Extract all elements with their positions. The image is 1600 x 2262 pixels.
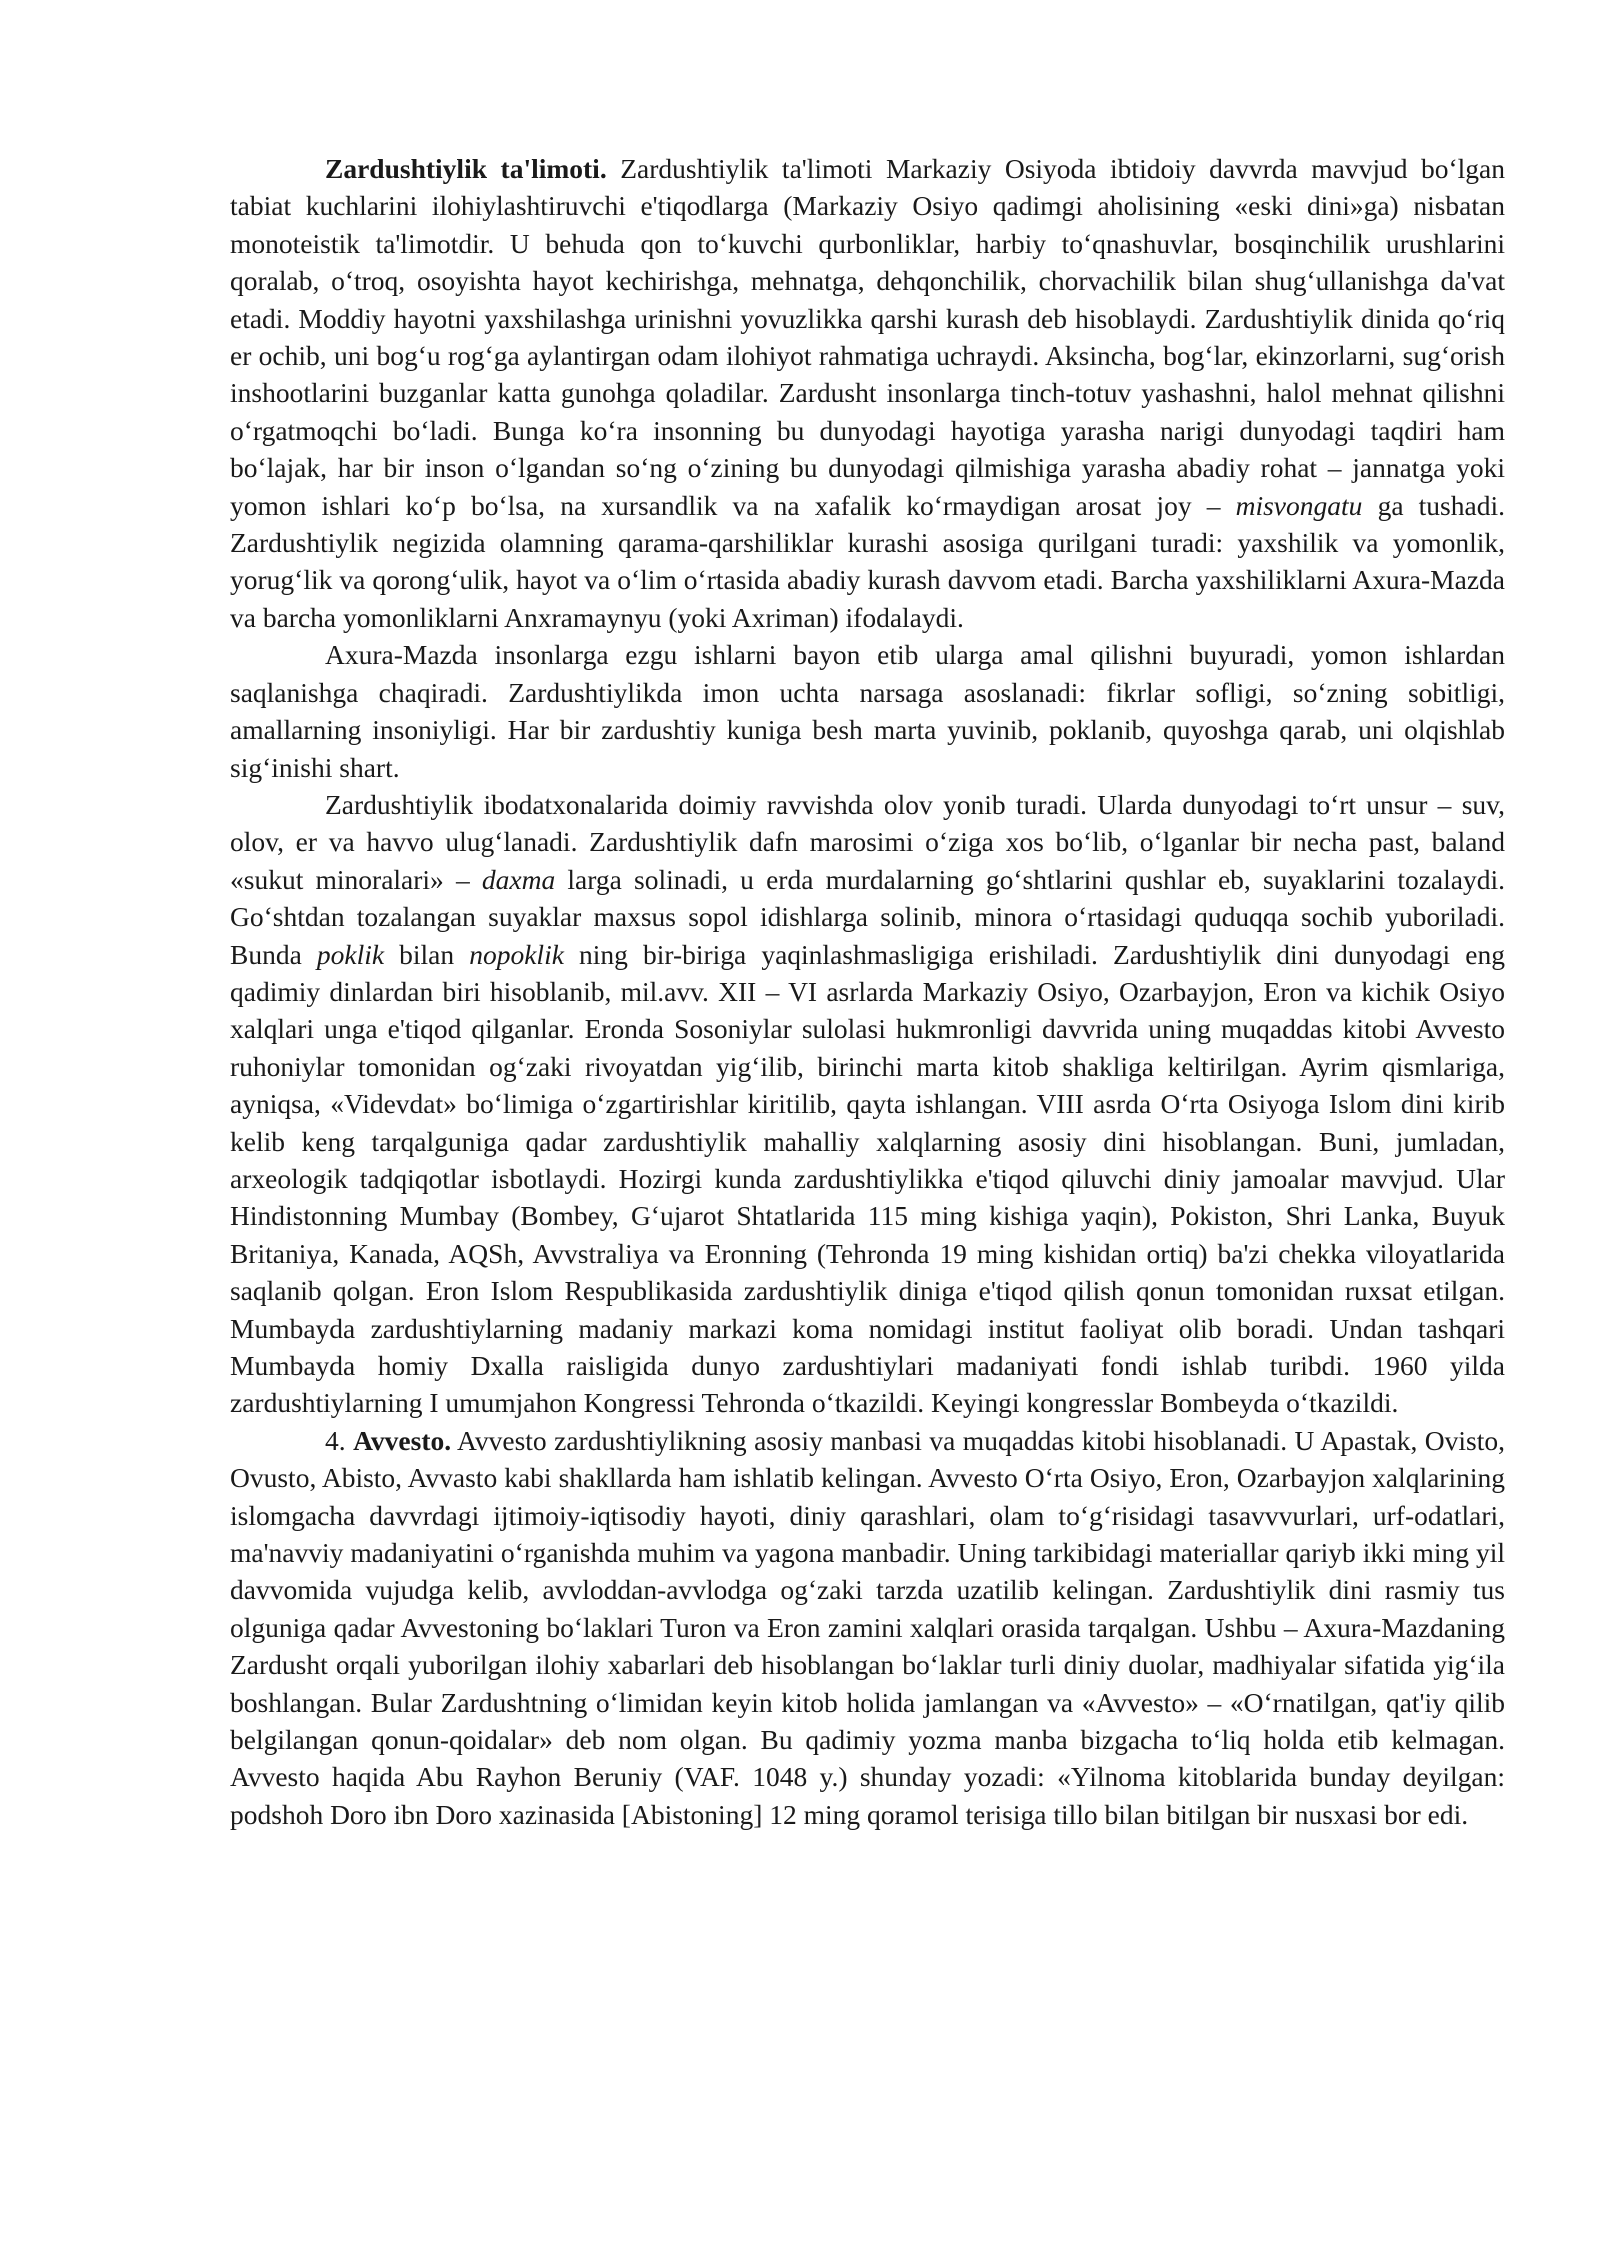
section-heading: Avvesto. — [353, 1424, 452, 1456]
italic-term: daxma — [481, 863, 556, 895]
paragraph-axura-mazda — [230, 636, 1505, 786]
paragraph-text: larga solinadi, u erda murdalarning go‘shtlarini qushlar eb, suyaklarini tozalaydi. Go‘shtdan tozalangan suyaklar maxsus sopol idishlarga solinib, minora o‘rtasidagi quduqqa sochib yuboriladi. Bunda — [230, 863, 1506, 970]
paragraph-text: ga tushadi. Zardushtiylik negizida olamning qarama-qarshiliklar kurashi asosiga qurilgani turadi: yaxshilik va yomonlik, yorug‘lik va qorong‘ulik, hayot va o‘lim o‘rtasida abadiy kurash davvom etadi. Barcha yaxshiliklarni Axura-Mazda va barcha yomonliklarni Anxramaynyu (yoki Axriman) ifodalaydi. — [230, 489, 1505, 633]
paragraph-avvesto — [230, 1422, 1505, 1833]
paragraph-ibodatxonalar — [230, 786, 1505, 1422]
paragraph-text: Zardushtiylik ta'limoti Markaziy Osiyoda ibtidoiy davvrda mavvjud bo‘lgan tabiat kuchlarini ilohiylashtiruvchi e'tiqodlarga (Markaziy Osiyo qadimgi aholisining «eski dini»ga) nisbatan monoteistik ta'limotdir. U behuda qon to‘kuvchi qurbonliklar, harbiy to‘qnashuvlar, bosqinchilik urushlarini qoralab, o‘troq, osoyishta hayot kechirishga, mehnatga, dehqonchilik, chorvachilik bilan shug‘ullanishga da'vat etadi. Moddiy hayotni yaxshilashga urinishni yovuzlikka qarshi kurash deb hisoblaydi. Zardushtiylik dinida qo‘riq er ochib, uni bog‘u rog‘ga aylantirgan odam ilohiyot rahmatiga uchraydi. Aksincha, bog‘lar, ekinzorlarni, sug‘orish inshootlarini buzganlar katta gunohga qoladilar. Zardusht insonlarga tinch-totuv yashashni, halol mehnat qilishni o‘rgatmoqchi bo‘ladi. Bunga ko‘ra insonning bu dunyodagi hayotiga yarasha narigi dunyodagi taqdiri ham bo‘lajak, har bir inson o‘lgandan so‘ng o‘zining bu dunyodagi qilmishiga yarasha abadiy rohat – jannatga yoki yomon ishlari ko‘p bo‘lsa, na xursandlik va na xafalik ko‘rmaydigan arosat joy – — [230, 153, 1505, 521]
paragraph-text: Zardushtiylik ibodatxonalarida doimiy ravvishda olov yonib turadi. Ularda dunyodagi to‘rt unsur – suv, olov, er va havvo ulug‘lanadi. Zardushtiylik dafn marosimi o‘ziga xos bo‘lib, o‘lganlar bir necha past, baland «sukut minoralari» – — [230, 788, 1505, 895]
italic-term: poklik — [316, 938, 385, 970]
section-heading: Zardushtiylik ta'limoti. — [325, 153, 607, 184]
paragraph-text: ning bir-biriga yaqinlashmasligiga erishiladi. Zardushtiylik dini dunyodagi eng qadimiy dinlardan biri hisoblanib, mil.avv. XII – VI asrlarda Markaziy Osiyo, Ozarbayjon, Eron va kichik Osiyo xalqlari unga e'tiqod qilganlar. Eronda Sosoniylar sulolasi hukmronligi davvrida uning muqaddas kitobi Avvesto ruhoniylar tomonidan og‘zaki rivoyatdan yig‘ilib, birinchi marta kitob shakliga keltirilgan. Ayrim qismlariga, ayniqsa, «Videvdat» bo‘limiga o‘zgartirishlar kiritilib, qayta ishlangan. VIII asrda O‘rta Osiyoga Islom dini kirib kelib keng tarqalguniga qadar zardushtiylik mahalliy xalqlarning asosiy dini hisoblangan. Buni, jumladan, arxeologik tadqiqotlar isbotlaydi. Hozirgi kunda zardushtiylikka e'tiqod qiluvchi diniy jamoalar mavvjud. Ular Hindistonning Mumbay (Bombey, G‘ujarot Shtatlarida 115 ming kishiga yaqin), Pokiston, Shri Lanka, Buyuk Britaniya, Kanada, AQSh, Avvstraliya va Eronning (Tehronda 19 ming kishidan ortiq) ba'zi chekka viloyatlarida saqlanib qolgan. Eron Islom Respublikasida zardushtiylik diniga e'tiqod qilish qonun tomonidan ruxsat etilgan. Mumbayda zardushtiylarning madaniy markazi koma nomidagi institut faoliyat olib boradi. Undan tashqari Mumbayda homiy Dxalla raisligida dunyo zardushtiylari madaniyati fondi ishlab turibdi. 1960 yilda zardushtiylarning I umumjahon Kongressi Tehronda o‘tkazildi. Keyingi kongresslar Bombeyda o‘tkazildi. — [230, 938, 1505, 1419]
italic-term: nopoklik — [469, 938, 564, 970]
document-page — [230, 150, 1505, 1833]
italic-term: misvongatu — [1235, 489, 1363, 521]
paragraph-zardushtiylik-talimoti — [230, 150, 1505, 636]
paragraph-text: Axura-Mazda insonlarga ezgu ishlarni bayon etib ularga amal qilishni buyuradi, yomon ishlardan saqlanishga chaqiradi. Zardushtiylikda imon uchta narsaga asoslanadi: fikrlar sofligi, so‘zning sobitligi, amallarning insoniyligi. Har bir zardushtiy kuniga besh marta yuvinib, poklanib, quyoshga qarab, uni olqishlab sig‘inishi shart. — [230, 639, 1505, 783]
paragraph-text: Avvesto zardushtiylikning asosiy manbasi va muqaddas kitobi hisoblanadi. U Apastak, Ovisto, Ovusto, Abisto, Avvasto kabi shakllarda ham ishlatib kelingan. Avvesto O‘rta Osiyo, Eron, Ozarbayjon xalqlarining islomgacha davvrdagi ijtimoiy-iqtisodiy hayoti, diniy qarashlari, olam to‘g‘risidagi tasavvvurlari, urf-odatlari, ma'navviy madaniyatini o‘rganishda muhim va yagona manbadir. Uning tarkibidagi materiallar qariyb ikki ming yil davvomida vujudga kelib, avvloddan-avvlodga og‘zaki tarzda uzatilib kelingan. Zardushtiylik dini rasmiy tus olguniga qadar Avvestoning bo‘laklari Turon va Eron zamini xalqlari orasida tarqalgan. Ushbu – Axura-Mazdaning Zardusht orqali yuborilgan ilohiy xabarlari deb hisoblangan bo‘laklar turli diniy duolar, madhiyalar sifatida yig‘ila boshlangan. Bular Zardushtning o‘limidan keyin kitob holida jamlangan va «Avvesto» – «O‘rnatilgan, qat'iy qilib belgilangan qonun-qoidalar» deb nom olgan. Bu qadimiy yozma manba bizgacha to‘liq holda etib kelmagan. Avvesto haqida Abu Rayhon Beruniy (VAF. 1048 y.) shunday yozadi: «Yilnoma kitoblarida bunday deyilgan: podshoh Doro ibn Doro xazinasida [Abistoning] 12 ming qoramol terisiga tillo bilan bitilgan bir nusxasi bor edi. — [230, 1424, 1505, 1830]
paragraph-text: bilan — [384, 938, 470, 970]
section-number: 4. — [325, 1424, 354, 1456]
